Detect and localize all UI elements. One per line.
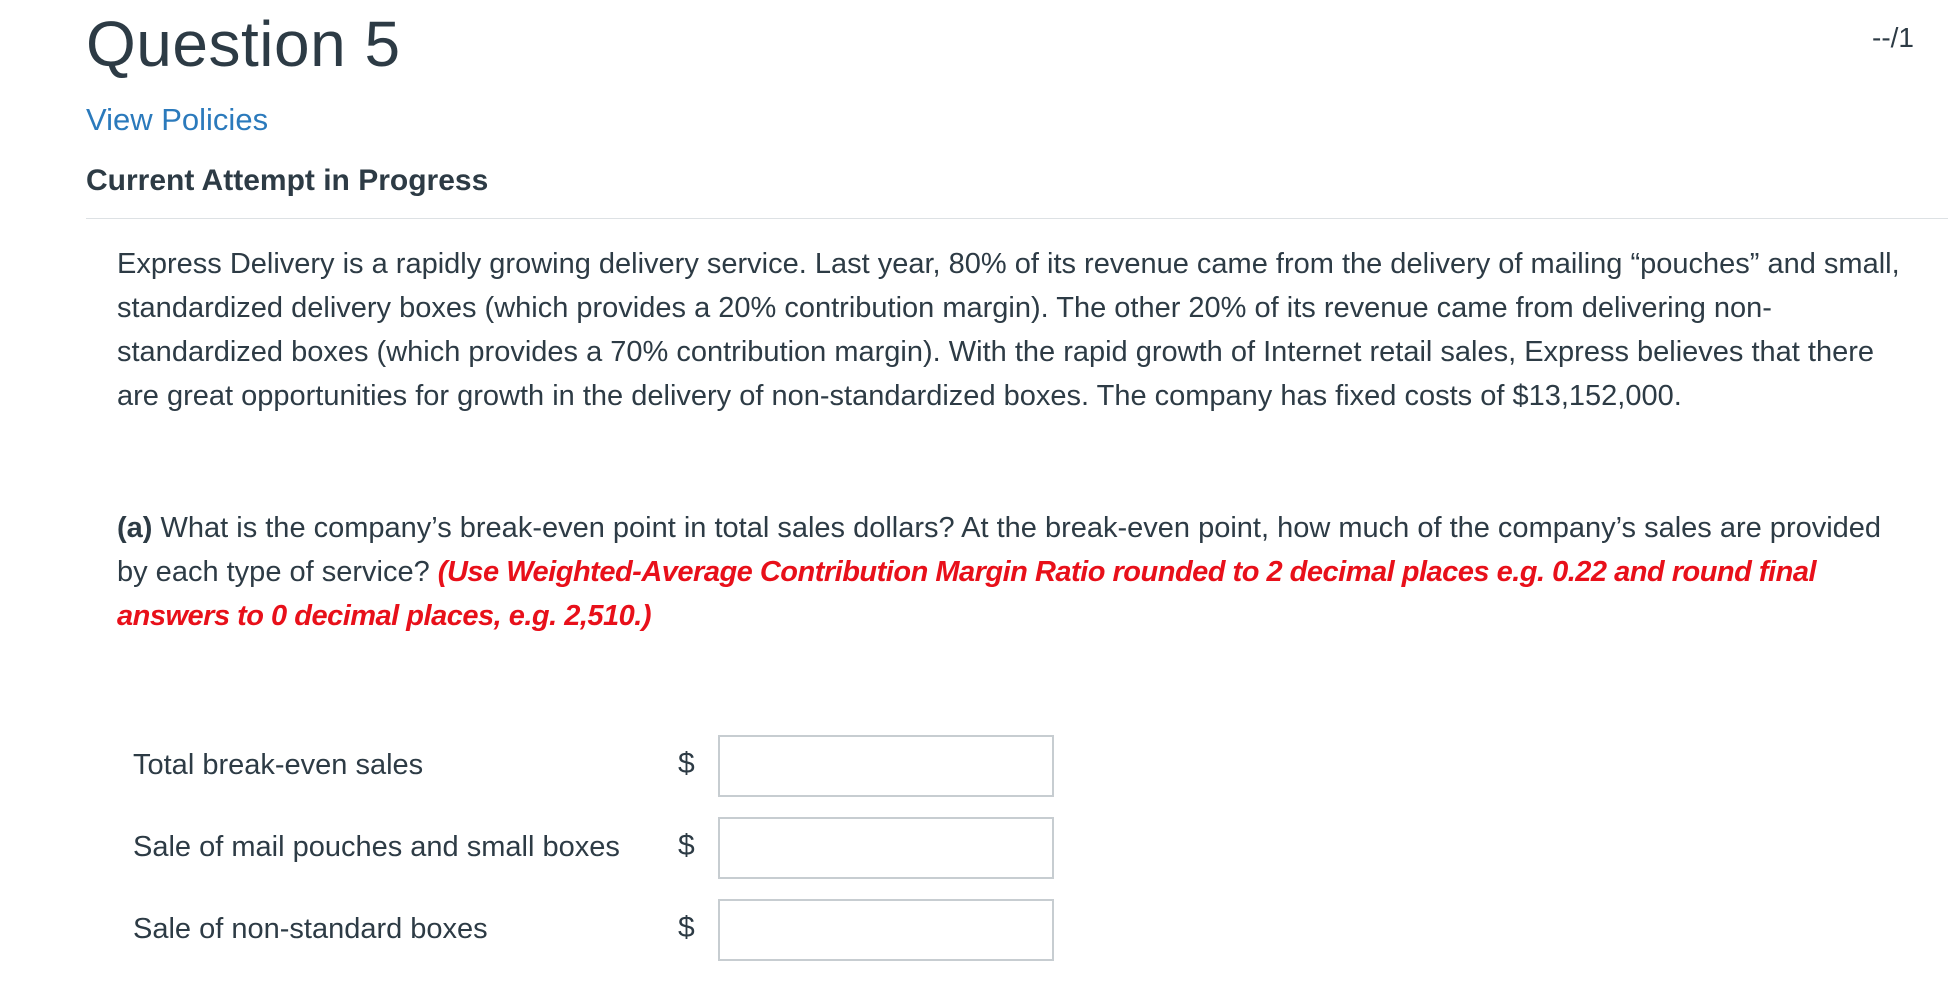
non-standard-boxes-sales-input[interactable] — [718, 899, 1054, 961]
currency-symbol: $ — [678, 747, 695, 780]
part-question-text: What is the company’s break-even point in total sales dollars? At the break-even point, how much of the company’s sales are provided by each type of service? — [117, 512, 1882, 588]
row-label: Sale of non-standard boxes — [133, 913, 488, 945]
total-break-even-sales-input[interactable] — [718, 735, 1054, 797]
answer-row-mail-pouches — [133, 817, 1063, 883]
rounding-instructions: (Use Weighted-Average Contribution Margin Ratio rounded to 2 decimal places e.g. 0.22 and round final answers to 0 decimal places, e.g. 2,510.) — [117, 556, 1817, 632]
part-a-question — [117, 506, 1917, 638]
currency-symbol: $ — [678, 911, 695, 944]
view-policies-link[interactable]: View Policies — [86, 102, 269, 137]
part-label: (a) — [117, 512, 153, 544]
attempt-status: Current Attempt in Progress — [86, 164, 489, 197]
answer-row-total-break-even — [133, 735, 1063, 801]
question-title: Question 5 — [86, 8, 401, 80]
section-divider — [86, 218, 1948, 219]
row-label: Sale of mail pouches and small boxes — [133, 831, 620, 863]
problem-description: Express Delivery is a rapidly growing delivery service. Last year, 80% of its revenue came from the delivery of mailing “pouches” and small, standardized delivery boxes (which provides a 20% contribution margin). The other 20% of its revenue came from delivering non-standardized boxes (which provides a 70% contribution margin). With the rapid growth of Internet retail sales, Express believes that there are great opportunities for growth in the delivery of non-standardized boxes. The company has fixed costs of $13,152,000. — [117, 248, 1900, 412]
answer-row-non-standard — [133, 899, 1063, 965]
mail-pouches-sales-input[interactable] — [718, 817, 1054, 879]
row-label: Total break-even sales — [133, 749, 424, 781]
currency-symbol: $ — [678, 829, 695, 862]
points-display: --/1 — [1872, 22, 1914, 53]
